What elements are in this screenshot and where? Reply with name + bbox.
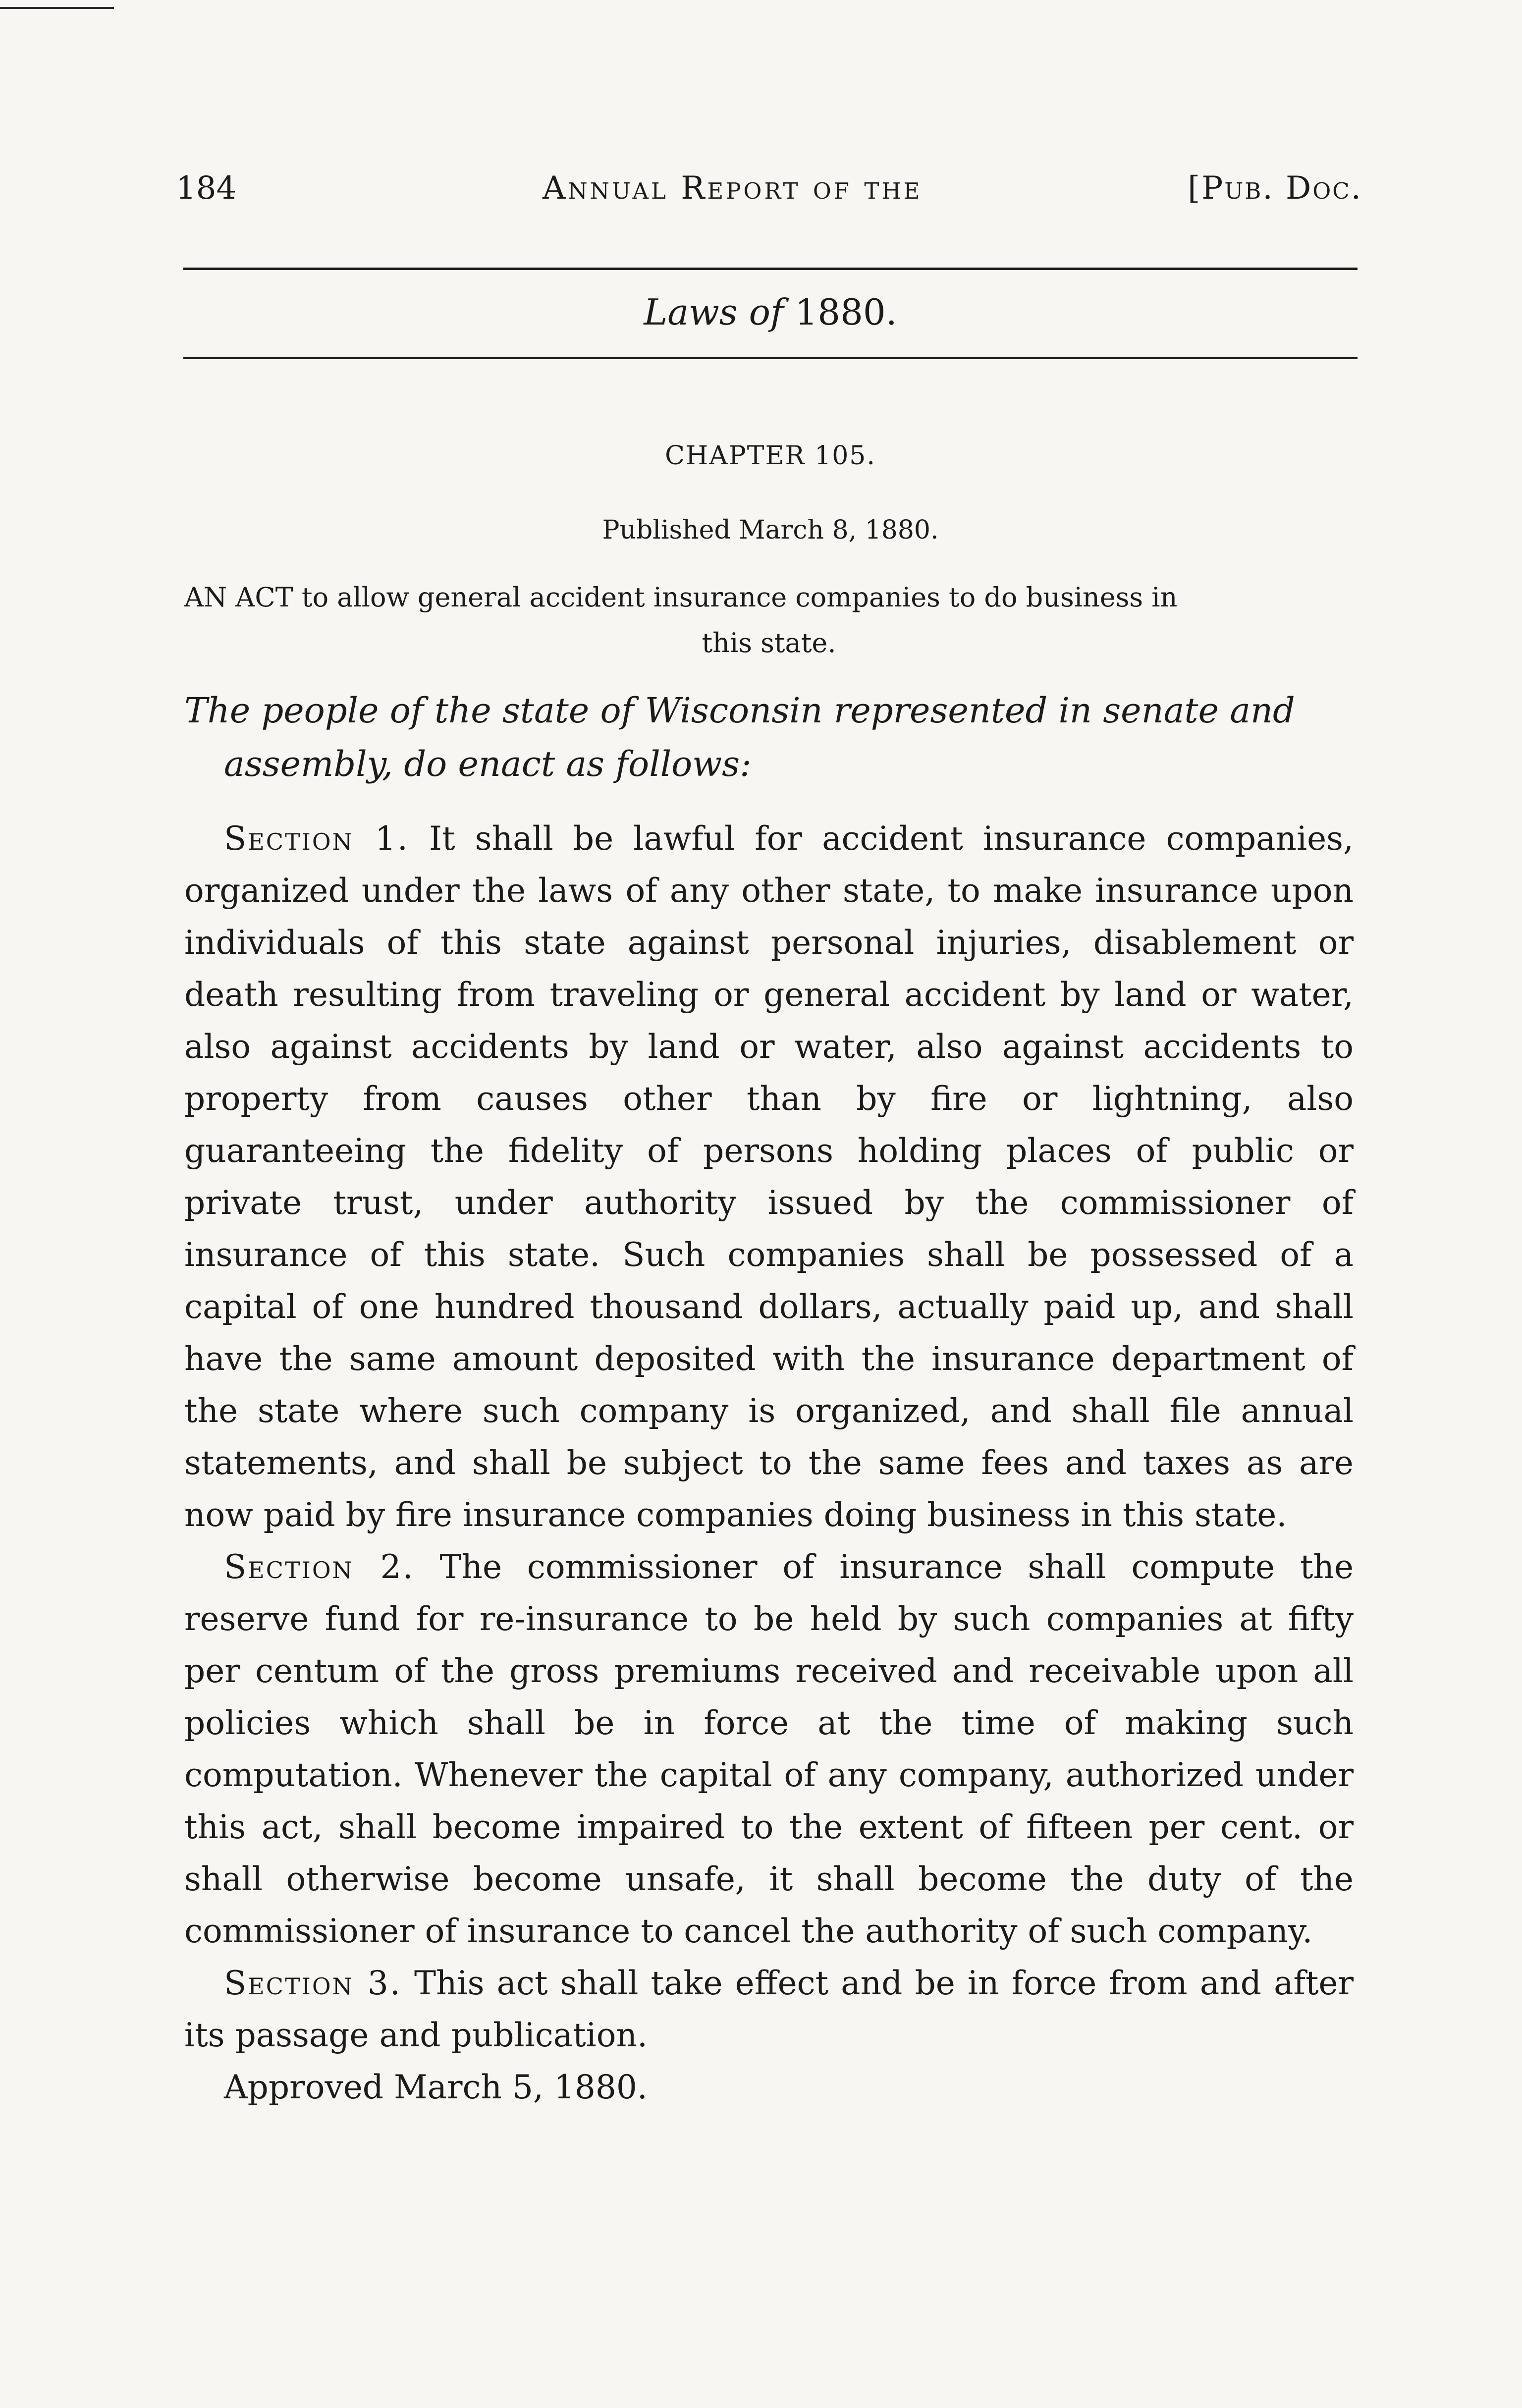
section-2-text: The commissioner of insurance shall compute the reserve fund for re-insurance to be held by such companies at fifty per centum of the gross premiums received and receivable upon all policies which shall be in force at the time of making such computation. Whenever the capital of any company, authorized under this act, shall become impaired to the extent of fifteen per cent. or shall otherwise become unsafe, it shall become the duty of the commissioner of insurance to cancel the authority of such company. [184,1548,1354,1950]
section-1-text: It shall be lawful for accident insurance companies, organized under the laws of any other state, to make insurance upon individuals of this state against personal injuries, disablement or death resulting from traveling or general accident by land or water, also against accidents by land or water, also against accidents to property from causes other than by fire or lightning, also guaranteeing the fidelity of persons holding places of public or private trust, under authority issued by the commissioner of insurance of this state. Such companies shall be possessed of a capital of one hundred thousand dollars, actually paid up, and shall have the same amount deposited with the insurance department of the state where such company is organized, and shall file annual statements, and shall be subject to the same fees and taxes as are now paid by fire insurance companies doing business in this state. [184,820,1354,1534]
page-number: 184 [176,170,237,207]
act-title-line-2: this state. [702,627,836,658]
section-1 [184,813,1354,1541]
document-reference: [Pub. Doc. [1188,170,1362,207]
section-3-text: This act shall take effect and be in force from and after its passage and publication. [184,1964,1354,2054]
act-body [184,813,1354,2113]
act-title-line-1: AN ACT to allow general accident insurance companies to do business in [184,582,1178,613]
enacting-clause-line-2: assembly, do enact as follows: [224,744,752,784]
section-3-label: Section 3. [224,1964,402,2002]
published-date: Published March 8, 1880. [602,515,939,545]
section-2-label: Section 2. [224,1548,415,1586]
scan-edge-mark [0,7,114,9]
enacting-clause-line-1: The people of the state of Wisconsin represented in senate and [184,690,1295,731]
section-title [183,285,1358,339]
section-title-year: 1880. [795,291,897,333]
top-rule [183,268,1358,270]
section-2 [184,1541,1354,1957]
section-1-label: Section 1. [224,820,409,858]
section-title-italic: Laws of [644,291,784,333]
running-header [176,164,1362,213]
running-title: Annual Report of the [543,170,923,207]
section-3 [184,1957,1354,2061]
approval-date: Approved March 5, 1880. [224,2068,648,2106]
act-title [184,575,1354,666]
enacting-clause [184,684,1354,791]
bottom-rule [183,357,1358,359]
chapter-title: CHAPTER 105. [665,441,876,471]
